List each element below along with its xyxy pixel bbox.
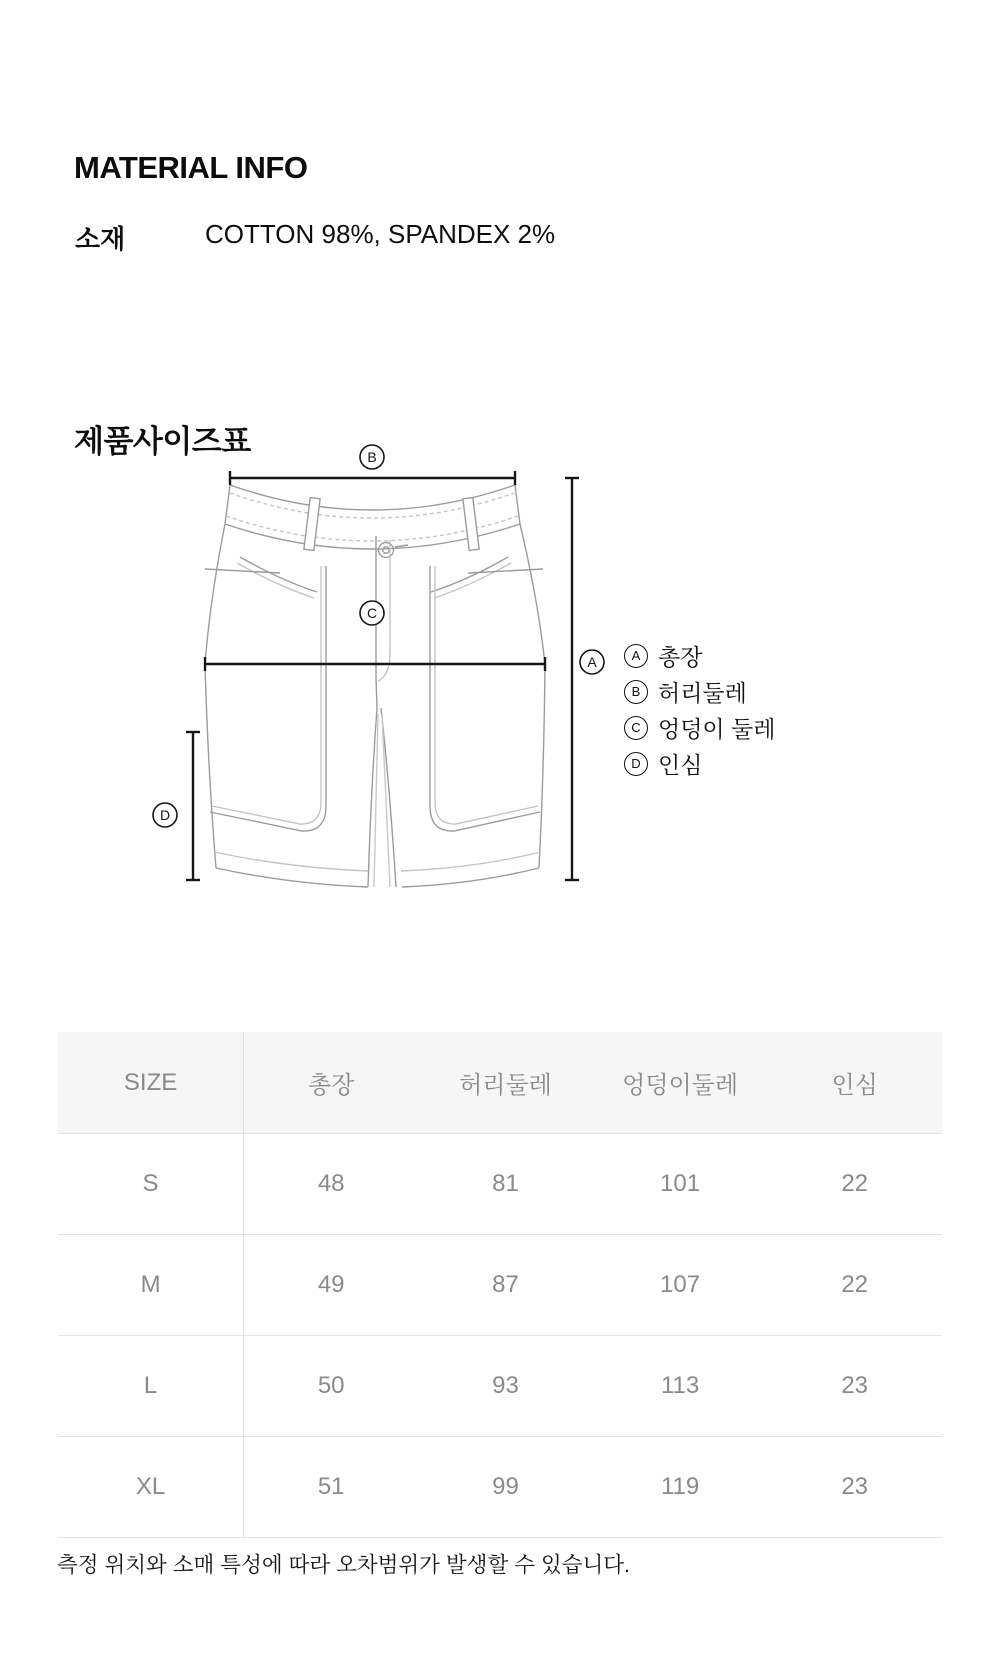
size-table bbox=[58, 1032, 942, 1538]
legend-item-b bbox=[624, 677, 775, 706]
col-header-size: SIZE bbox=[58, 1032, 244, 1134]
svg-text:C: C bbox=[366, 605, 378, 621]
col-header-waist: 허리둘레 bbox=[418, 1032, 593, 1134]
measurement-legend bbox=[624, 641, 775, 778]
circled-a-icon: A bbox=[624, 644, 648, 668]
material-value: COTTON 98%, SPANDEX 2% bbox=[205, 219, 556, 249]
value-cell: 22 bbox=[767, 1235, 942, 1336]
table-row-l bbox=[58, 1336, 942, 1437]
value-cell: 99 bbox=[418, 1437, 593, 1538]
marker-d bbox=[153, 803, 177, 827]
value-cell: 23 bbox=[767, 1437, 942, 1538]
size-cell: S bbox=[58, 1134, 244, 1235]
legend-item-a bbox=[624, 641, 775, 670]
diagram-markers bbox=[153, 445, 604, 827]
material-label: 소재 bbox=[75, 224, 126, 254]
col-header-total-length: 총장 bbox=[244, 1032, 419, 1134]
value-cell: 50 bbox=[244, 1336, 419, 1437]
table-row-xl bbox=[58, 1437, 942, 1538]
value-cell: 107 bbox=[593, 1235, 768, 1336]
left-outer-seam bbox=[205, 524, 225, 868]
svg-text:D: D bbox=[159, 807, 171, 823]
svg-text:B: B bbox=[367, 449, 377, 465]
size-cell: L bbox=[58, 1336, 244, 1437]
size-cell: M bbox=[58, 1235, 244, 1336]
svg-text:A: A bbox=[587, 654, 597, 670]
shorts-sketch bbox=[205, 485, 545, 887]
value-cell: 23 bbox=[767, 1336, 942, 1437]
marker-c bbox=[360, 601, 384, 625]
waist-button bbox=[379, 543, 409, 558]
measure-line-d bbox=[186, 732, 200, 880]
value-cell: 22 bbox=[767, 1134, 942, 1235]
material-info-title: MATERIAL INFO bbox=[74, 150, 308, 185]
size-chart-title: 제품사이즈표 bbox=[74, 424, 251, 459]
value-cell: 119 bbox=[593, 1437, 768, 1538]
right-slant-pocket bbox=[431, 557, 543, 598]
value-cell: 49 bbox=[244, 1235, 419, 1336]
right-patch-pocket bbox=[430, 566, 540, 831]
circled-c-icon: C bbox=[624, 716, 648, 740]
marker-a bbox=[580, 650, 604, 674]
left-slant-pocket bbox=[205, 557, 317, 598]
hem bbox=[214, 852, 541, 887]
left-patch-pocket bbox=[210, 566, 326, 831]
value-cell: 101 bbox=[593, 1134, 768, 1235]
legend-item-d bbox=[624, 749, 775, 778]
value-cell: 48 bbox=[244, 1134, 419, 1235]
col-header-inseam: 인심 bbox=[767, 1032, 942, 1134]
measure-line-b bbox=[230, 471, 515, 485]
measurement-disclaimer: 측정 위치와 소매 특성에 따라 오차범위가 발생할 수 있습니다. bbox=[57, 1553, 630, 1577]
measure-line-a bbox=[565, 478, 579, 880]
value-cell: 81 bbox=[418, 1134, 593, 1235]
legend-label-a: 총장 bbox=[658, 644, 703, 670]
size-table-header-row bbox=[58, 1032, 942, 1134]
value-cell: 93 bbox=[418, 1336, 593, 1437]
circled-d-icon: D bbox=[624, 752, 648, 776]
table-row-m bbox=[58, 1235, 942, 1336]
inseam bbox=[368, 708, 396, 887]
col-header-hip: 엉덩이둘레 bbox=[593, 1032, 768, 1134]
marker-b bbox=[360, 445, 384, 469]
right-outer-seam bbox=[520, 524, 545, 868]
legend-item-c bbox=[624, 713, 775, 742]
circled-b-icon: B bbox=[624, 680, 648, 704]
shorts-diagram bbox=[140, 440, 630, 890]
size-cell: XL bbox=[58, 1437, 244, 1538]
legend-label-b: 허리둘레 bbox=[658, 680, 747, 706]
legend-label-d: 인심 bbox=[658, 752, 703, 778]
table-row-s bbox=[58, 1134, 942, 1235]
belt-loop-left bbox=[304, 498, 320, 551]
legend-label-c: 엉덩이 둘레 bbox=[658, 716, 776, 742]
value-cell: 113 bbox=[593, 1336, 768, 1437]
belt-loop-right bbox=[463, 498, 479, 551]
value-cell: 87 bbox=[418, 1235, 593, 1336]
value-cell: 51 bbox=[244, 1437, 419, 1538]
measure-line-c bbox=[205, 657, 545, 671]
